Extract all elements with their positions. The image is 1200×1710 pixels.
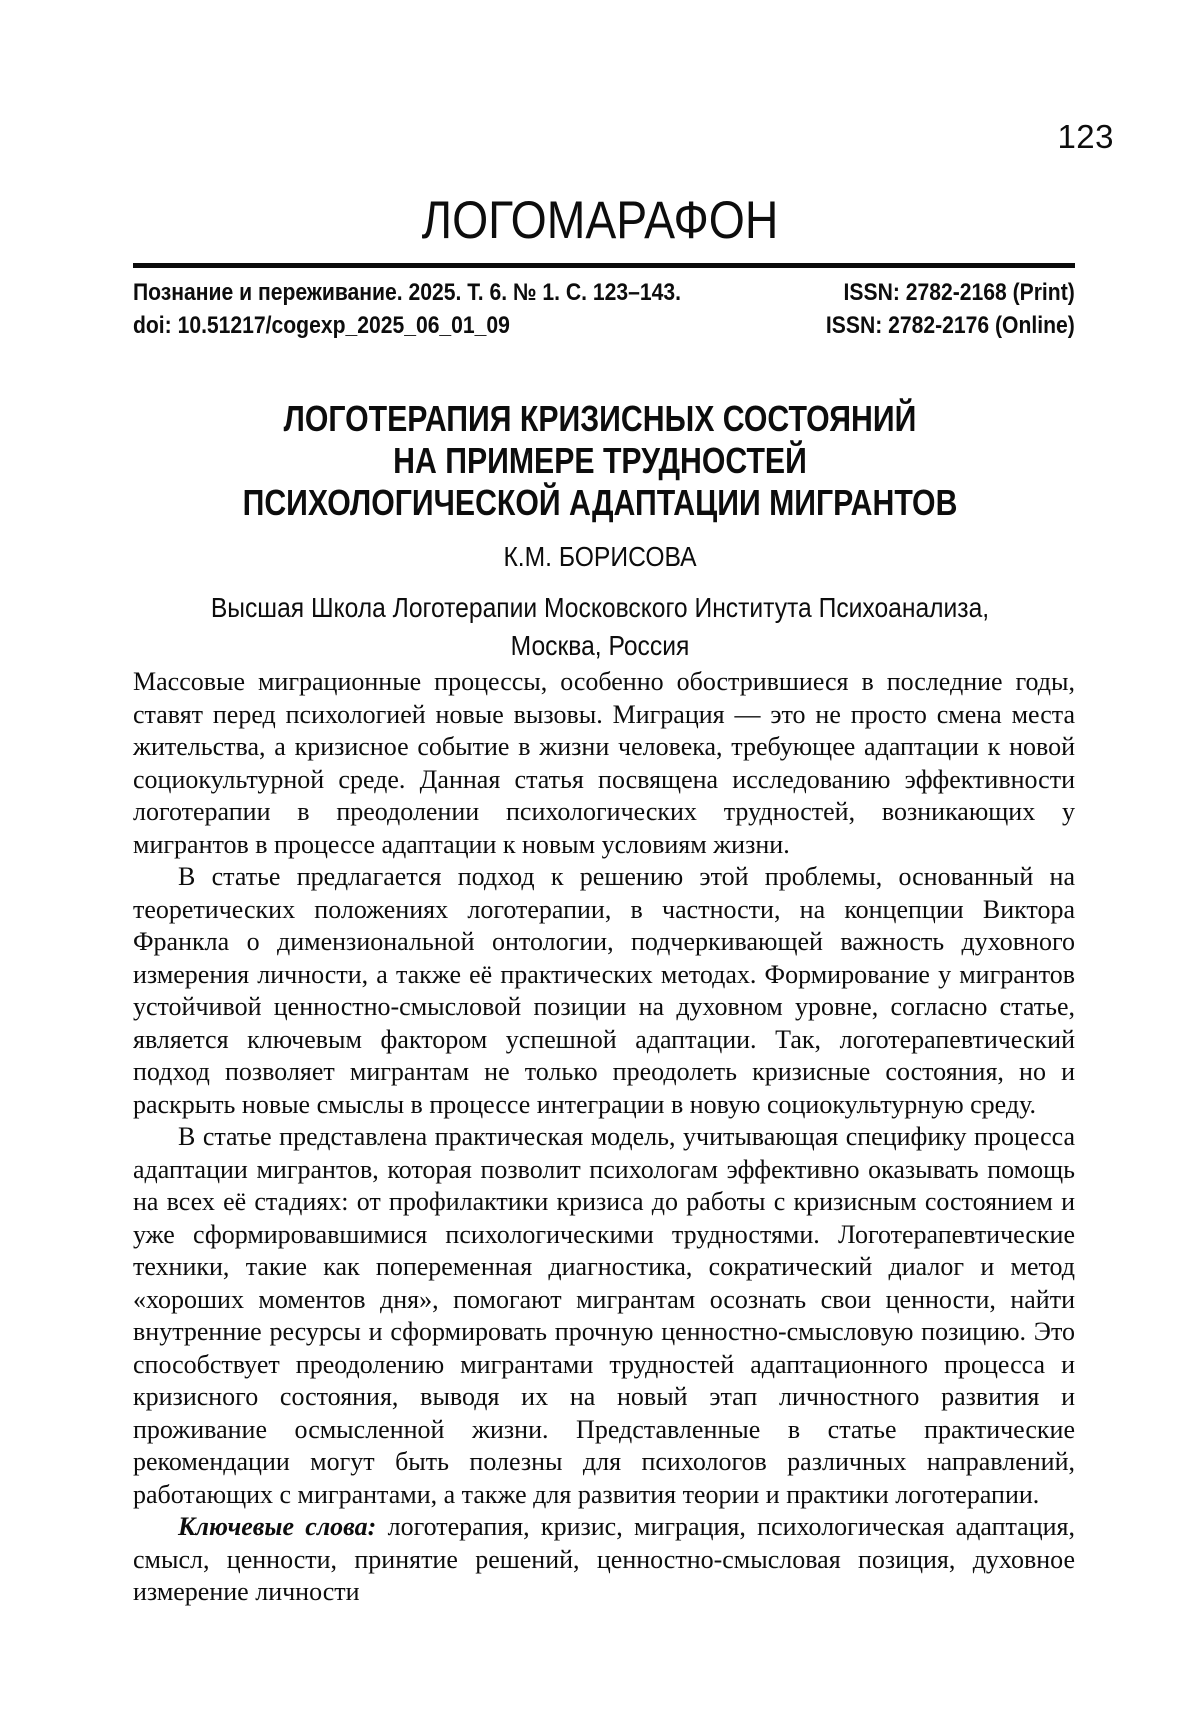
- title-line-2: НА ПРИМЕРЕ ТРУДНОСТЕЙ: [393, 440, 807, 481]
- journal-name-text: ЛОГОМАРАФОН: [421, 191, 779, 250]
- affiliation-line-1: Высшая Школа Логотерапии Московского Института Психоанализа,: [210, 592, 990, 623]
- citation-right-column: [792, 276, 1075, 342]
- abstract: [133, 666, 1075, 1609]
- issn-print: ISSN: 2782-2168 (Print): [843, 279, 1075, 306]
- citation-left-column: [133, 276, 756, 342]
- article-affiliation: [0, 589, 1200, 665]
- journal-citation: Познание и переживание. 2025. Т. 6. № 1. С. 123–143.: [133, 279, 681, 306]
- journal-doi: doi: 10.51217/cogexp_2025_06_01_09: [133, 312, 510, 339]
- abstract-paragraph-3: В статье представлена практическая модель, учитывающая специфику процесса адаптации мигрантов, которая позволит психологам эффективно оказывать помощь на всех её стадиях: от профилактики кризиса до работы с кризисным состоянием и уже сформировавшимися психологическими трудностями. Логотерапевтические техники, такие как попеременная диагностика, сократический диалог и метод «хороших моментов дня», помогают мигрантам осознать свои ценности, найти внутренние ресурсы и сформировать прочную ценностно-смысловую позицию. Это способствует преодолению мигрантами трудностей адаптационного процесса и кризисного состояния, выводя их на новый этап личностного развития и проживание осмысленной жизни. Представленные в статье практические рекомендации могут быть полезны для психологов различных направлений, работающих с мигрантами, а также для развития теории и практики логотерапии.: [133, 1122, 1075, 1509]
- page-number: 123: [1057, 118, 1114, 155]
- title-line-3: ПСИХОЛОГИЧЕСКОЙ АДАПТАЦИИ МИГРАНТОВ: [242, 482, 958, 523]
- article-author: [0, 541, 1200, 573]
- abstract-paragraph-2: В статье предлагается подход к решению этой проблемы, основанный на теоретических положениях логотерапии, в частности, на концепции Виктора Франкла о димензиональной онтологии, подчеркивающей важность духовного измерения личности, а также её практических методах. Формирование у мигрантов устойчивой ценностно-смысловой позиции на духовном уровне, согласно статье, является ключевым фактором успешной адаптации. Так, логотерапевтический подход позволяет мигрантам не только преодолеть кризисные состояния, но и раскрыть новые смыслы в процессе интеграции в новую социокультурную среду.: [133, 862, 1075, 1119]
- keywords-paragraph: [133, 1511, 1075, 1609]
- citation-block: [133, 276, 1075, 342]
- journal-name: [0, 192, 1200, 250]
- article-title: [0, 398, 1200, 524]
- issn-online: ISSN: 2782-2176 (Online): [826, 312, 1075, 339]
- title-line-1: ЛОГОТЕРАПИЯ КРИЗИСНЫХ СОСТОЯНИЙ: [283, 398, 917, 439]
- article-author-text: К.М. БОРИСОВА: [503, 541, 697, 572]
- keywords-text: логотерапия, кризис, миграция, психологическая адаптация, смысл, ценности, принятие решений, ценностно-смысловая позиция, духовное измерение личности: [133, 1512, 1075, 1606]
- header-rule: [133, 263, 1075, 268]
- abstract-paragraph-1: Массовые миграционные процессы, особенно обострившиеся в последние годы, ставят перед психологией новые вызовы. Миграция — это не просто смена места жительства, а кризисное событие в жизни человека, требующее адаптации к новой социокультурной среде. Данная статья посвящена исследованию эффективности логотерапии в преодолении психологических трудностей, возникающих у мигрантов в процессе адаптации к новым условиям жизни.: [133, 667, 1075, 859]
- keywords-label: Ключевые слова:: [178, 1512, 377, 1541]
- affiliation-line-2: Москва, Россия: [510, 630, 690, 661]
